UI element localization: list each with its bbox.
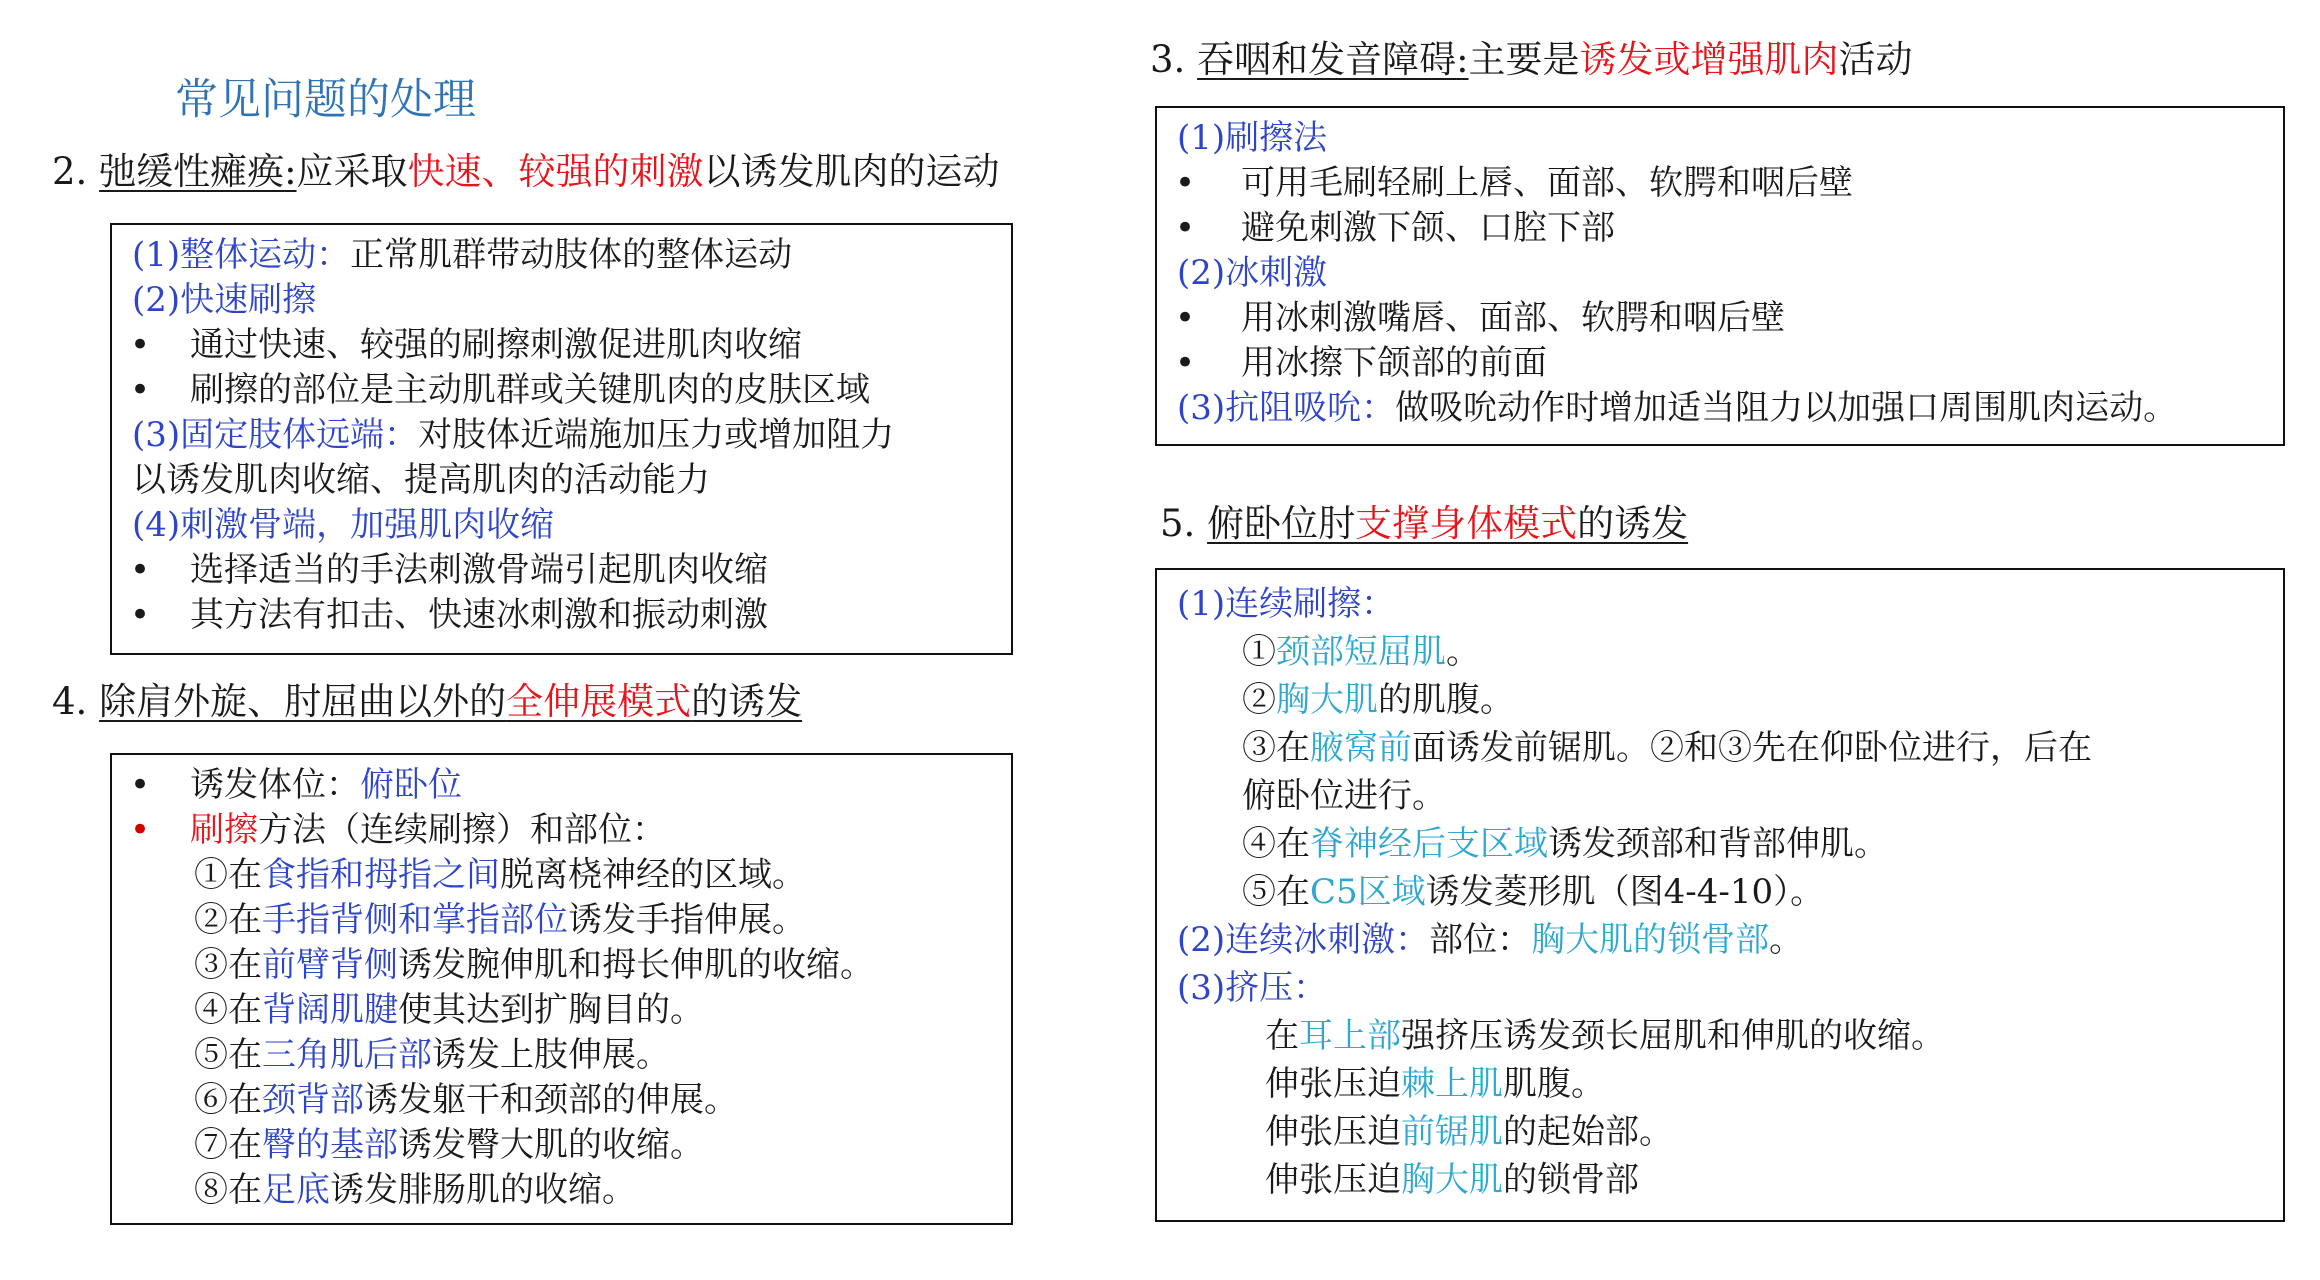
bullet-item: • 避免刺激下颌、口腔下部 (1175, 208, 1615, 248)
bullet-item: • 刷擦的部位是主动肌群或关键肌肉的皮肤区域 (130, 370, 870, 410)
bullet-item: • 可用毛刷轻刷上唇、面部、软腭和咽后壁 (1175, 163, 1853, 203)
list-item: ④在脊神经后支区域诱发颈部和背部伸肌。 (1242, 824, 1888, 864)
section-4-box (110, 753, 1013, 1225)
item-line: (3)抗阻吸吮：做吸吮动作时增加适当阻力以加强口周围肌肉运动。 (1177, 388, 2178, 428)
list-item: 伸张压迫前锯肌的起始部。 (1265, 1112, 1673, 1152)
section-3-heading: 3. 吞咽和发音障碍:主要是诱发或增强肌肉活动 (1150, 38, 1913, 81)
item-label: (2)冰刺激 (1177, 253, 1328, 293)
bullet-item: • 用冰刺激嘴唇、面部、软腭和咽后壁 (1175, 298, 1785, 338)
list-item: ⑦在臀的基部诱发臀大肌的收缩。 (194, 1125, 704, 1165)
list-item: 伸张压迫棘上肌肌腹。 (1265, 1064, 1605, 1104)
item-line: (2)连续冰刺激：部位：胸大肌的锁骨部。 (1177, 920, 1804, 960)
section-4-heading: 4. 除肩外旋、肘屈曲以外的全伸展模式的诱发 (52, 680, 803, 723)
list-item-cont: 俯卧位进行。 (1242, 776, 1446, 816)
section-5-heading: 5. 俯卧位肘支撑身体模式的诱发 (1160, 502, 1689, 545)
list-item: ④在背阔肌腱使其达到扩胸目的。 (194, 990, 704, 1030)
item-label: (3)挤压： (1177, 968, 1328, 1008)
list-item: ⑤在三角肌后部诱发上肢伸展。 (194, 1035, 670, 1075)
list-item: ⑧在足底诱发腓肠肌的收缩。 (194, 1170, 636, 1210)
section-2-box (110, 223, 1013, 655)
bullet-item: • 诱发体位：俯卧位 (130, 765, 462, 805)
item-label: (1)连续刷擦： (1177, 584, 1396, 624)
list-item: 伸张压迫胸大肌的锁骨部 (1265, 1160, 1639, 1200)
list-item: ⑤在C5区域诱发菱形肌（图4-4-10）。 (1242, 872, 1825, 912)
item-label: (2)快速刷擦 (132, 280, 317, 320)
page-title: 常见问题的处理 (175, 75, 476, 125)
bullet-item: • 刷擦方法（连续刷擦）和部位： (130, 810, 666, 850)
highlight-text: 全伸展模式 (506, 680, 692, 723)
list-item: ③在腋窝前面诱发前锯肌。②和③先在仰卧位进行，后在 (1242, 728, 2092, 768)
section-2-heading: 2. 弛缓性瘫痪:应采取快速、较强的刺激以诱发肌肉的运动 (52, 150, 1000, 193)
item-label: (4)刺激骨端，加强肌肉收缩 (132, 505, 555, 545)
section-number: 2. (52, 150, 100, 193)
bullet-item: • 通过快速、较强的刷擦刺激促进肌肉收缩 (130, 325, 802, 365)
list-item: ⑥在颈背部诱发躯干和颈部的伸展。 (194, 1080, 738, 1120)
item-line: 以诱发肌肉收缩、提高肌肉的活动能力 (132, 460, 710, 500)
list-item: ①颈部短屈肌。 (1242, 632, 1480, 672)
list-item: ①在食指和拇指之间脱离桡神经的区域。 (194, 855, 806, 895)
bullet-item: • 选择适当的手法刺激骨端引起肌肉收缩 (130, 550, 768, 590)
section-topic: 弛缓性瘫痪 (99, 150, 285, 193)
item-label: (1)刷擦法 (1177, 118, 1328, 158)
highlight-text: 诱发或增强肌肉 (1579, 38, 1839, 81)
item-line: (1)整体运动：正常肌群带动肢体的整体运动 (132, 235, 793, 275)
section-5-box (1155, 568, 2285, 1222)
list-item: ③在前臂背侧诱发腕伸肌和拇长伸肌的收缩。 (194, 945, 874, 985)
list-item: ②胸大肌的肌腹。 (1242, 680, 1514, 720)
highlight-text: 支撑身体模式 (1355, 502, 1578, 545)
list-item: ②在手指背侧和掌指部位诱发手指伸展。 (194, 900, 806, 940)
item-line: (3)固定肢体远端：对肢体近端施加压力或增加阻力 (132, 415, 895, 455)
section-3-box (1155, 106, 2285, 446)
bullet-item: • 其方法有扣击、快速冰刺激和振动刺激 (130, 595, 768, 635)
highlight-text: 快速、较强的刺激 (407, 150, 704, 193)
list-item: 在耳上部强挤压诱发颈长屈肌和伸肌的收缩。 (1265, 1016, 1945, 1056)
bullet-item: • 用冰擦下颌部的前面 (1175, 343, 1547, 383)
